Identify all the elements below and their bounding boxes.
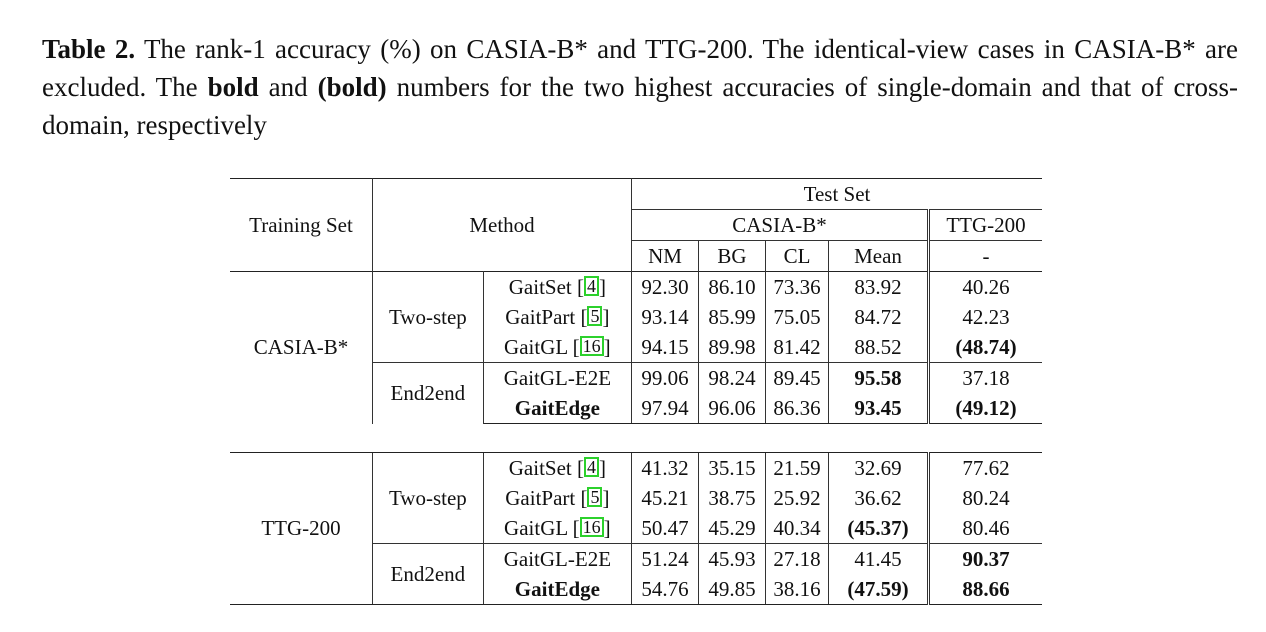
mean-cell: 88.52 xyxy=(854,334,902,359)
header-ttg: TTG-200 xyxy=(929,210,1043,241)
citation-ref[interactable]: 4 xyxy=(584,276,599,296)
cl-cell: 81.42 xyxy=(766,332,829,363)
category-cell: Two-step xyxy=(373,453,484,544)
method-cell: GaitGL-E2E xyxy=(483,363,631,394)
nm-cell: 54.76 xyxy=(632,574,699,605)
method-cell: GaitSet [ 4 ] xyxy=(483,453,631,484)
category-cell: End2end xyxy=(373,363,484,424)
bg-cell: 49.85 xyxy=(699,574,766,605)
cl-cell: 40.34 xyxy=(766,513,829,544)
table-caption xyxy=(42,30,1238,144)
cl-cell: 89.45 xyxy=(766,363,829,394)
method-cell: GaitGL-E2E xyxy=(483,544,631,575)
ttg-cell: (49.12) xyxy=(929,393,1043,424)
mean-cell: 36.62 xyxy=(854,485,902,510)
citation-ref[interactable]: 16 xyxy=(580,517,604,537)
cl-cell: 73.36 xyxy=(766,272,829,303)
header-mean: Mean xyxy=(854,243,902,268)
method-cell: GaitGL [ 16 ] xyxy=(483,513,631,544)
spacer-row xyxy=(230,424,1042,453)
caption-bold-word: bold xyxy=(207,72,259,102)
header-nm: NM xyxy=(632,241,699,272)
nm-cell: 97.94 xyxy=(632,393,699,424)
caption-text-2: and xyxy=(258,72,318,102)
caption-bold-paren: (bold) xyxy=(317,72,387,102)
mean-cell: 84.72 xyxy=(854,304,902,329)
citation-ref[interactable]: 4 xyxy=(584,457,599,477)
cl-cell: 21.59 xyxy=(766,453,829,484)
cl-cell: 38.16 xyxy=(766,574,829,605)
ttg-cell: 80.46 xyxy=(929,513,1043,544)
training-set-cell: CASIA-B* xyxy=(230,272,373,424)
mean-cell: (45.37) xyxy=(847,515,909,540)
mean-cell: 83.92 xyxy=(829,272,929,303)
mean-cell: 93.45 xyxy=(829,393,929,424)
bg-cell: 89.98 xyxy=(699,332,766,363)
cl-cell: 27.18 xyxy=(766,544,829,575)
ttg-cell: 40.26 xyxy=(929,272,1043,303)
caption-label: Table 2. xyxy=(42,34,136,64)
header-method: Method xyxy=(373,179,632,272)
table-row xyxy=(230,272,1042,303)
bg-cell: 45.29 xyxy=(699,513,766,544)
nm-cell: 93.14 xyxy=(632,302,699,332)
cl-cell: 25.92 xyxy=(766,483,829,513)
bg-cell: 86.10 xyxy=(699,272,766,303)
results-table xyxy=(230,178,1042,605)
bg-cell: 85.99 xyxy=(699,302,766,332)
ttg-cell: 80.24 xyxy=(929,483,1043,513)
ttg-cell: 88.66 xyxy=(929,574,1043,605)
cl-cell: 75.05 xyxy=(766,302,829,332)
header-cl: CL xyxy=(766,241,829,272)
citation-ref[interactable]: 16 xyxy=(580,336,604,356)
mean-cell: 95.58 xyxy=(829,363,929,394)
citation-ref[interactable]: 5 xyxy=(587,306,602,326)
category-cell: Two-step xyxy=(373,272,484,363)
method-cell: GaitGL [ 16 ] xyxy=(483,332,631,363)
citation-ref[interactable]: 5 xyxy=(587,487,602,507)
bg-cell: 45.93 xyxy=(699,544,766,575)
caption-text-3: numbers for the two highest accuracies of single-domain and that of cross-domain, respectively xyxy=(42,72,1238,140)
table-row xyxy=(230,453,1042,484)
ttg-cell: 90.37 xyxy=(929,544,1043,575)
ttg-cell: (48.74) xyxy=(929,332,1043,363)
method-cell: GaitPart [ 5 ] xyxy=(483,302,631,332)
training-set-cell: TTG-200 xyxy=(230,453,373,605)
header-ttg-sub: - xyxy=(929,241,1043,272)
method-cell: GaitEdge xyxy=(483,574,631,605)
header-casia: CASIA-B* xyxy=(632,210,929,241)
caption-text-1: The rank-1 accuracy (%) on CASIA-B* and TTG-200. The identical-view cases in CASIA-B* are excluded. The xyxy=(42,34,1238,102)
nm-cell: 45.21 xyxy=(632,483,699,513)
bg-cell: 38.75 xyxy=(699,483,766,513)
category-cell: End2end xyxy=(373,544,484,605)
ttg-cell: 42.23 xyxy=(929,302,1043,332)
nm-cell: 51.24 xyxy=(632,544,699,575)
nm-cell: 99.06 xyxy=(632,363,699,394)
nm-cell: 50.47 xyxy=(632,513,699,544)
bg-cell: 35.15 xyxy=(699,453,766,484)
bg-cell: 98.24 xyxy=(699,363,766,394)
nm-cell: 92.30 xyxy=(632,272,699,303)
method-cell: GaitSet [ 4 ] xyxy=(483,272,631,303)
nm-cell: 94.15 xyxy=(632,332,699,363)
header-training-set: Training Set xyxy=(230,179,373,272)
nm-cell: 41.32 xyxy=(632,453,699,484)
ttg-cell: 77.62 xyxy=(929,453,1043,484)
bg-cell: 96.06 xyxy=(699,393,766,424)
mean-cell: (47.59) xyxy=(829,574,929,605)
method-cell: GaitPart [ 5 ] xyxy=(483,483,631,513)
header-test-set: Test Set xyxy=(632,179,1043,210)
ttg-cell: 37.18 xyxy=(929,363,1043,394)
cl-cell: 86.36 xyxy=(766,393,829,424)
header-bg: BG xyxy=(699,241,766,272)
mean-cell: 32.69 xyxy=(854,455,902,480)
mean-cell: 41.45 xyxy=(829,544,929,575)
method-cell: GaitEdge xyxy=(483,393,631,424)
